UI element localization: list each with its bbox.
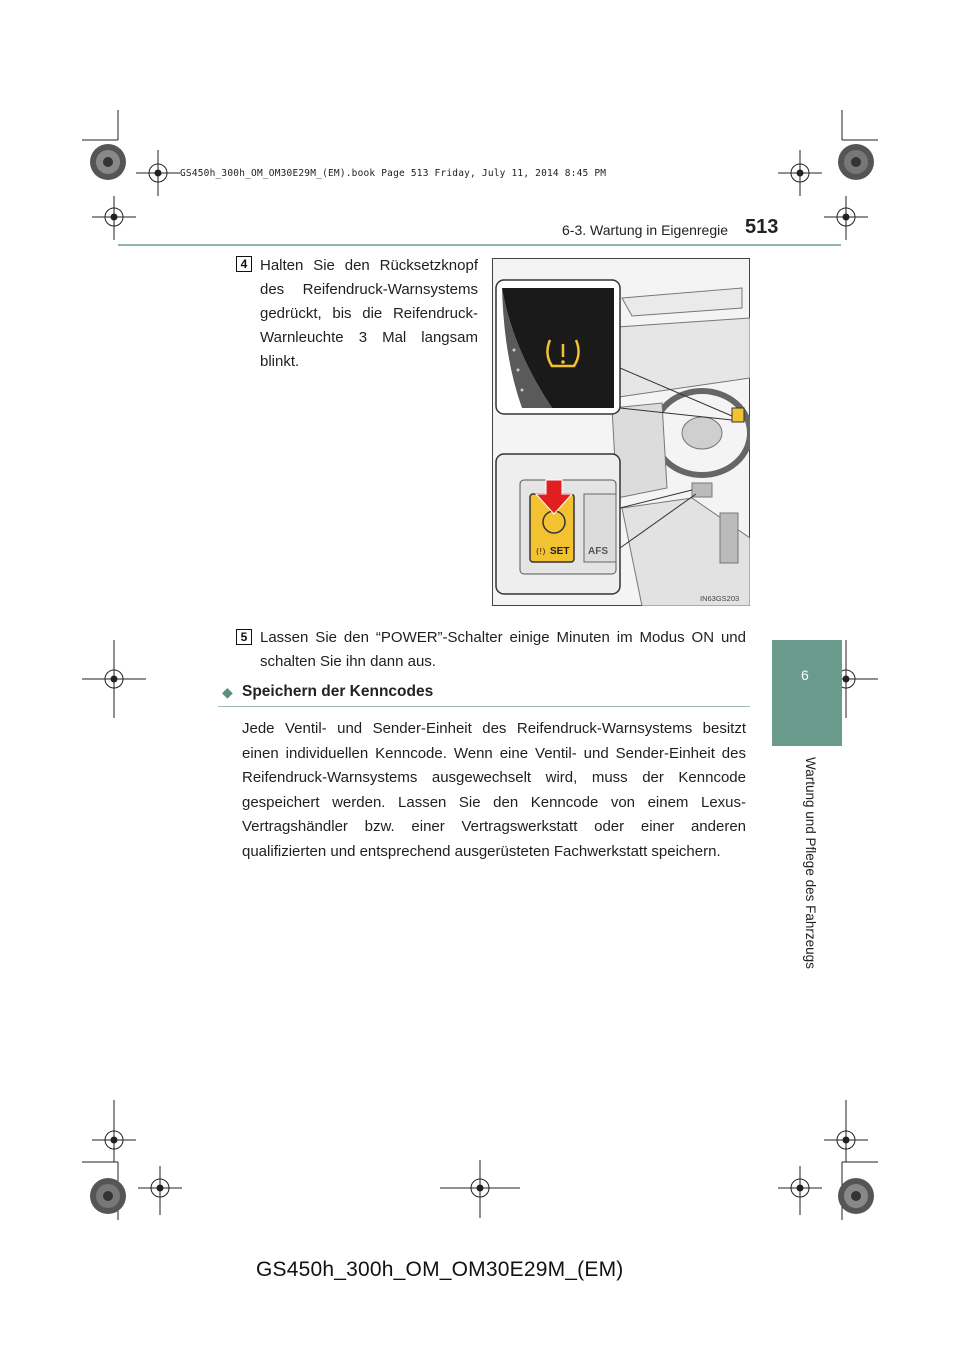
- book-file-line: GS450h_300h_OM_OM30E29M_(EM).book Page 513 Friday, July 11, 2014 8:45 PM: [180, 168, 607, 179]
- subsection-title: Speichern der Kenncodes: [242, 683, 434, 700]
- step-number-4: 4: [236, 256, 252, 272]
- page-number: 513: [745, 216, 779, 238]
- chapter-number: 6: [801, 667, 809, 683]
- set-button-label: SET: [550, 546, 570, 557]
- diamond-bullet-icon: ◆: [222, 684, 233, 700]
- chapter-tab: [772, 640, 842, 746]
- section-title: 6-3. Wartung in Eigenregie: [562, 222, 729, 238]
- svg-text:(!): (!): [536, 547, 546, 556]
- tpms-reset-illustration: [492, 258, 750, 606]
- illustration-code: IN63GS203: [700, 594, 740, 603]
- afs-button-label: AFS: [588, 546, 608, 557]
- header-rule: [118, 244, 841, 246]
- subsection-body: Jede Ventil- und Sender-Einheit des Reifendruck-Warnsystems besitzt einen individuellen Kenncode. Wenn eine Ventil- und Sender-Einheit des Reifendruck-Warnsystems ausgewechselt wird, muss der Kenncode gespeichert werden. Lassen Sie den Kenncode von einem Lexus-Vertragshändler bzw. einer Vertragswerkstatt oder einer anderen qualifizierten und entsprechend ausgerüsteten Fachwerkstatt speichern.: [242, 720, 746, 860]
- step-4-text: Halten Sie den Rücksetzknopf des Reifendruck-Warnsystems gedrückt, bis die Reifendruck-Warnleuchte 3 Mal langsam blinkt.: [260, 257, 478, 370]
- step-number-5: 5: [236, 629, 252, 645]
- step-5-text: Lassen Sie den “POWER”-Schalter einige Minuten im Modus ON und schalten Sie ihn dann aus.: [260, 629, 746, 670]
- footer-model-code: GS450h_300h_OM_OM30E29M_(EM): [256, 1258, 624, 1281]
- subsection-rule: [218, 706, 750, 707]
- chapter-title-vertical: Wartung und Pflege des Fahrzeugs: [803, 757, 818, 969]
